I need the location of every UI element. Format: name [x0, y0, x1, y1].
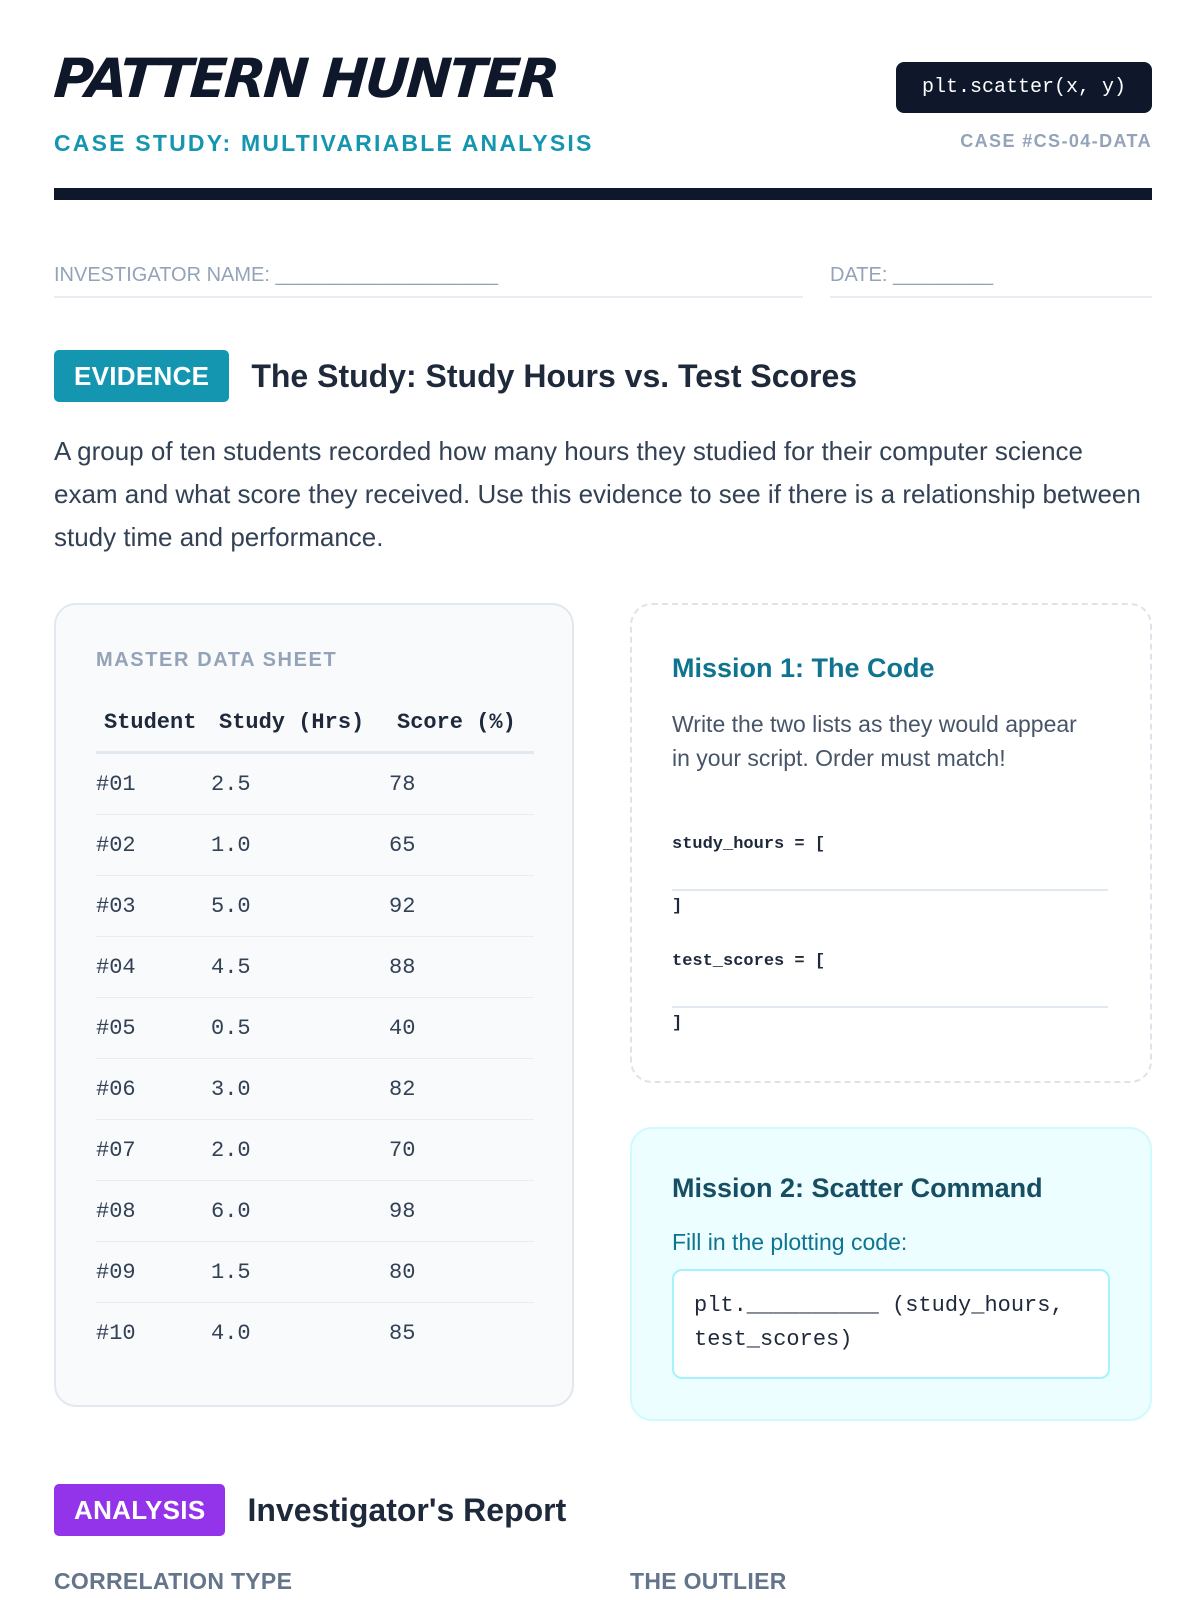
cell-study-hours: 2.5 [211, 753, 389, 815]
cell-study-hours: 2.0 [211, 1120, 389, 1181]
cell-student: #04 [96, 937, 211, 998]
mission-2-description: Fill in the plotting code: [672, 1229, 908, 1255]
cell-score: 85 [389, 1320, 416, 1346]
table-row [96, 1303, 534, 1364]
cell-student: #08 [96, 1181, 211, 1242]
table-row [96, 815, 534, 876]
correlation-type-label: CORRELATION TYPE [54, 1568, 293, 1594]
cell-score: 80 [389, 1242, 534, 1303]
investigator-name-field[interactable]: INVESTIGATOR NAME: ____________________ [54, 258, 803, 298]
evidence-title: The Study: Study Hours vs. Test Scores [251, 357, 858, 394]
evidence-section-header [54, 350, 857, 402]
table-row [96, 753, 534, 815]
mission-1-card [630, 603, 1152, 1083]
column-header-score: Score (%) [389, 693, 534, 753]
code-badge: plt.scatter(x, y) [896, 62, 1152, 113]
test-scores-list-open: test_scores = [ [672, 952, 826, 971]
mission-2-title: Mission 2: Scatter Command [672, 1173, 1043, 1203]
worksheet-title: PATTERN HUNTER [51, 47, 560, 110]
cell-study-hours: 4.0 [211, 1320, 251, 1346]
cell-study-hours: 0.5 [211, 998, 389, 1059]
analysis-title: Investigator's Report [247, 1491, 567, 1528]
master-data-sheet [54, 603, 574, 1407]
cell-student: #03 [96, 876, 211, 937]
worksheet-header [51, 0, 1152, 200]
table-row [96, 1120, 534, 1181]
cell-student: #05 [96, 998, 211, 1059]
table-header-row [96, 693, 534, 753]
evidence-intro: A group of ten students recorded how many hours they studied for their computer science exam and what score they received. Use this evidence to see if there is a relationship between study time and performance. [54, 436, 1141, 552]
cell-score: 65 [389, 815, 534, 876]
cell-student: #06 [96, 1059, 211, 1120]
mission-1-title: Mission 1: The Code [672, 653, 935, 683]
cell-score: 88 [389, 937, 534, 998]
data-sheet-label: MASTER DATA SHEET [96, 649, 338, 671]
cell-student: #02 [96, 815, 211, 876]
case-id: CASE #CS-04-DATA [960, 131, 1152, 151]
student-info-fields [54, 258, 1152, 298]
test-scores-list-close: ] [672, 1014, 683, 1033]
table-row [96, 937, 534, 998]
table-row [96, 1181, 534, 1242]
cell-score: 82 [389, 1059, 534, 1120]
analysis-section-header [54, 1484, 566, 1536]
cell-student: #09 [96, 1242, 211, 1303]
mission-1-description: Write the two lists as they would appear in your script. Order must match! [672, 711, 1077, 771]
mission-2-card [630, 1127, 1152, 1421]
data-table [96, 693, 534, 1363]
test-scores-answer-line[interactable] [672, 1006, 1108, 1008]
cell-study-hours: 6.0 [211, 1181, 389, 1242]
cell-score: 78 [389, 753, 534, 815]
cell-student: #10 [96, 1320, 136, 1346]
table-row [96, 1059, 534, 1120]
cell-study-hours: 3.0 [211, 1059, 389, 1120]
cell-study-hours: 5.0 [211, 876, 389, 937]
cell-score: 92 [389, 876, 534, 937]
scatter-code-box[interactable]: plt.__________ (study_hours, test_scores) [672, 1269, 1110, 1379]
table-row [96, 1242, 534, 1303]
header-divider [54, 188, 1152, 200]
cell-student: #01 [96, 753, 211, 815]
cell-study-hours: 4.5 [211, 937, 389, 998]
study-hours-answer-line[interactable] [672, 889, 1108, 891]
analysis-tag: ANALYSIS [54, 1484, 225, 1536]
date-field[interactable]: DATE: _________ [830, 258, 1152, 298]
cell-study-hours: 1.0 [211, 815, 389, 876]
study-hours-list-close: ] [672, 897, 683, 916]
worksheet-subtitle: CASE STUDY: MULTIVARIABLE ANALYSIS [54, 130, 594, 156]
study-hours-list-open: study_hours = [ [672, 835, 826, 854]
column-header-study-hours: Study (Hrs) [211, 693, 389, 753]
cell-score: 98 [389, 1181, 534, 1242]
cell-score: 40 [389, 998, 534, 1059]
cell-student: #07 [96, 1120, 211, 1181]
cell-score: 70 [389, 1120, 534, 1181]
worksheet-page [51, 0, 1152, 1594]
table-row [96, 998, 534, 1059]
outlier-label: THE OUTLIER [630, 1568, 787, 1594]
cell-study-hours: 1.5 [211, 1242, 389, 1303]
table-row [96, 876, 534, 937]
evidence-tag: EVIDENCE [54, 350, 229, 402]
column-header-student: Student [96, 693, 211, 753]
